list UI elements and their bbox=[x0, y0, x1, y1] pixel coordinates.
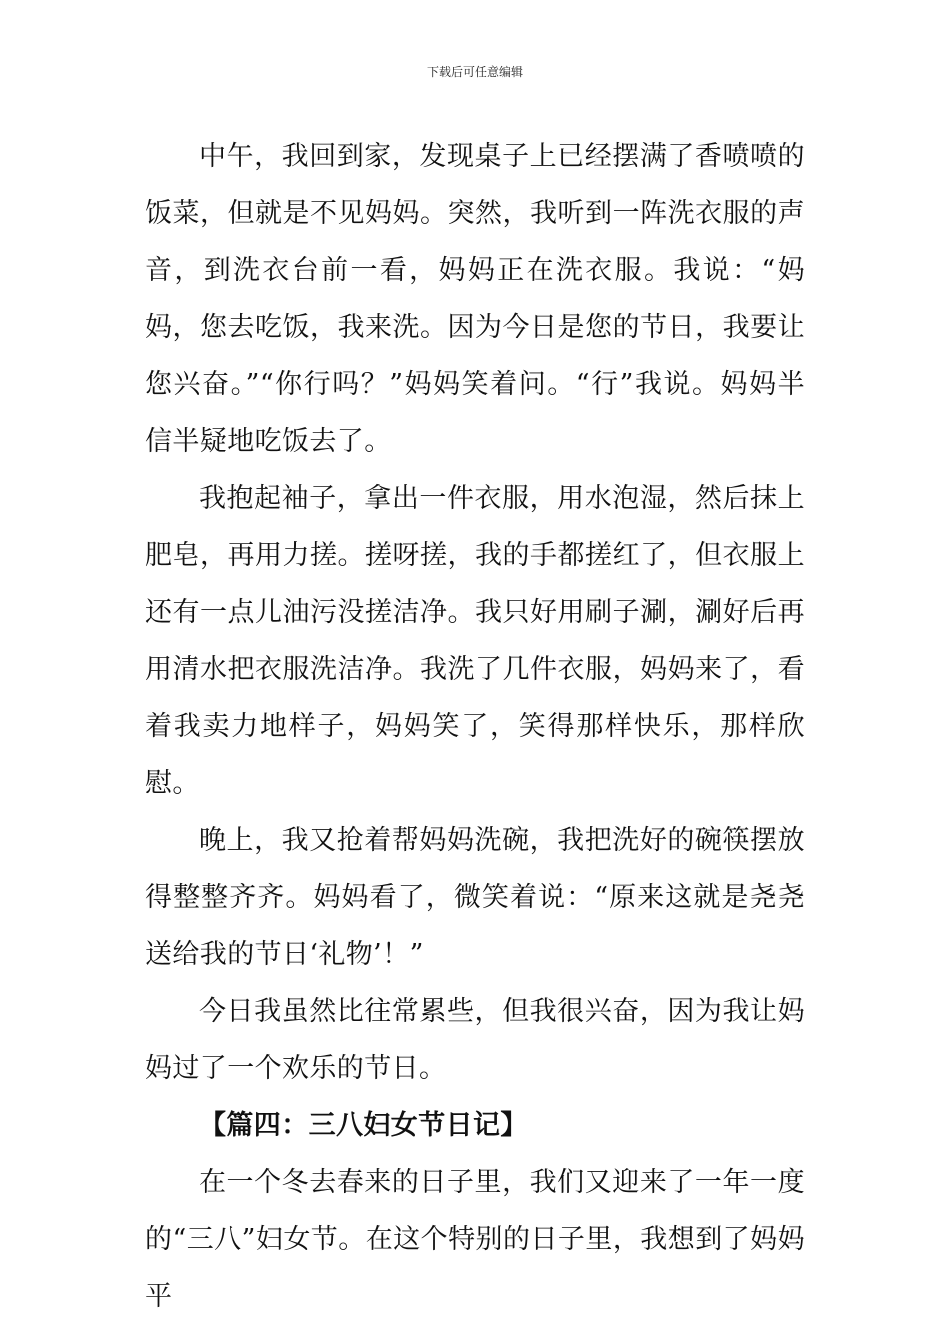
paragraph-today: 今日我虽然比往常累些，但我很兴奋，因为我让妈妈过了一个欢乐的节日。 bbox=[145, 996, 805, 1084]
paragraph-evening: 晚上，我又抢着帮妈妈洗碗，我把洗好的碗筷摆放得整整齐齐。妈妈看了，微笑着说：“原来这就是尧尧送给我的节日‘礼物’！” bbox=[145, 825, 805, 970]
paragraph-washing: 我抱起袖子，拿出一件衣服，用水泡湿，然后抹上肥皂，再用力搓。搓呀搓，我的手都搓红了，但衣服上还有一点儿油污没搓洁净。我只好用刷子涮，涮好后再用清水把衣服洗洁净。我洗了几件衣服，妈妈来了，看着我卖力地样子，妈妈笑了，笑得那样快乐，那样欣慰。 bbox=[145, 483, 805, 799]
document-body bbox=[145, 128, 805, 1325]
paragraph-lunch: 中午，我回到家，发现桌子上已经摆满了香喷喷的饭菜，但就是不见妈妈。突然，我听到一阵洗衣服的声音，到洗衣台前一看，妈妈正在洗衣服。我说：“妈妈，您去吃饭，我来洗。因为今日是您的节日，我要让您兴奋。”“你行吗？”妈妈笑着问。“行”我说。妈妈半信半疑地吃饭去了。 bbox=[145, 141, 805, 457]
section-heading: 【篇四：三八妇女节日记】 bbox=[199, 1110, 528, 1141]
paragraph-womens-day: 在一个冬去春来的日子里，我们又迎来了一年一度的“三八”妇女节。在这个特别的日子里，我想到了妈妈平 bbox=[145, 1167, 805, 1312]
page-header: 下载后可任意编辑 bbox=[426, 65, 523, 79]
